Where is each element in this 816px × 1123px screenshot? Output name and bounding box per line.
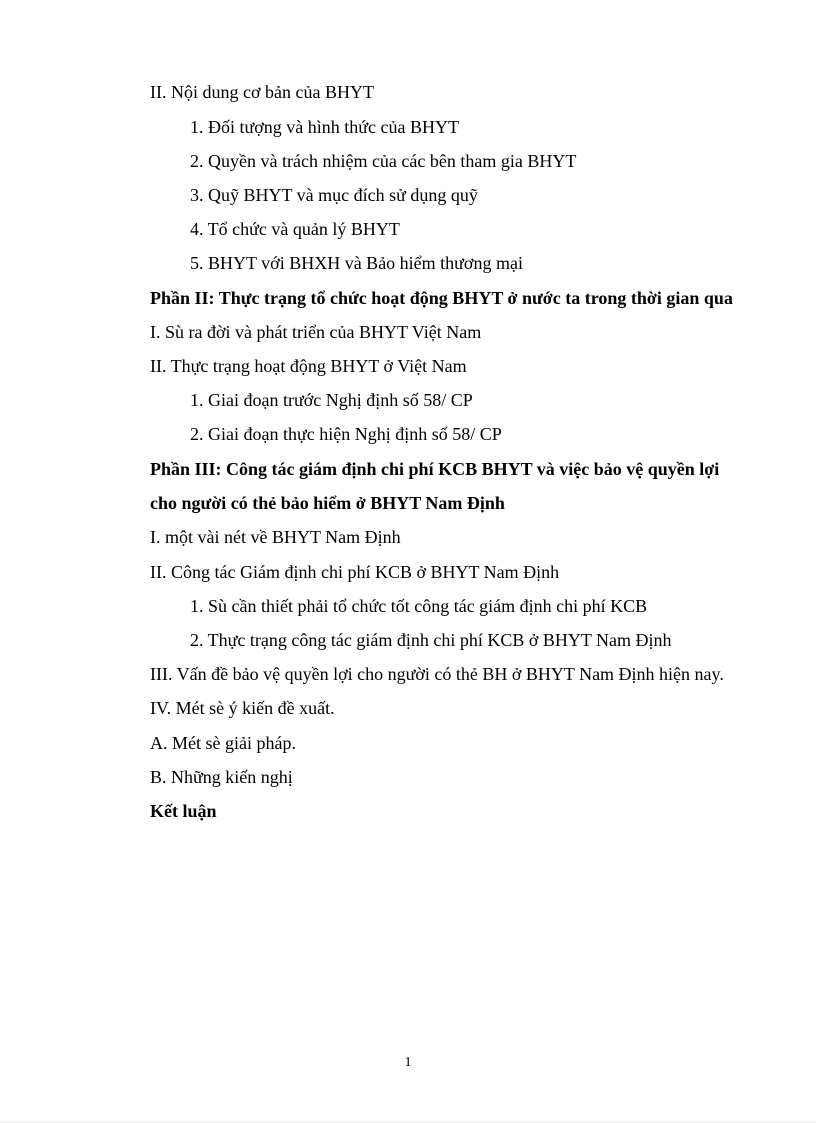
toc-part-iii-section-a: A. Mét sè giải pháp. (150, 733, 296, 753)
toc-part-ii-heading: Phần II: Thực trạng tổ chức hoạt động BHYT ở nước ta trong thời gian qua (150, 288, 733, 308)
toc-part-ii-section-i: I. Sù ra đời và phát triển của BHYT Việt Nam (150, 322, 482, 342)
toc-part-iii-section-iv: IV. Mét sè ý kiến đề xuất. (150, 698, 335, 718)
toc-part-iii-heading-cont: cho người có thẻ bảo hiểm ở BHYT Nam Định (150, 493, 505, 513)
toc-part-ii-item-2: 2. Giai đoạn thực hiện Nghị định số 58/ CP (190, 424, 502, 444)
page-number: 1 (404, 1055, 412, 1070)
toc-part-iii-section-iii: III. Vấn đề bảo vệ quyền lợi cho người có thẻ BH ở BHYT Nam Định hiện nay. (150, 664, 724, 684)
toc-item-1: 1. Đối tượng và hình thức của BHYT (190, 117, 459, 137)
toc-part-iii-heading: Phần III: Công tác giám định chi phí KCB BHYT và việc bảo vệ quyền lợi (150, 459, 720, 479)
toc-part-ii-item-1: 1. Giai đoạn trước Nghị định số 58/ CP (190, 390, 473, 410)
toc-section-ii: II. Nội dung cơ bản của BHYT (150, 82, 374, 102)
toc-part-iii-section-ii: II. Công tác Giám định chi phí KCB ở BHYT Nam Định (150, 562, 560, 582)
toc-part-iii-item-2: 2. Thực trạng công tác giám định chi phí KCB ở BHYT Nam Định (190, 630, 672, 650)
toc-item-4: 4. Tổ chức và quản lý BHYT (190, 219, 400, 239)
toc-part-iii-section-b: B. Những kiến nghị (150, 767, 293, 787)
toc-item-2: 2. Quyền và trách nhiệm của các bên tham gia BHYT (190, 151, 577, 171)
toc-item-3: 3. Quỹ BHYT và mục đích sử dụng quỹ (190, 185, 478, 205)
toc-part-ii-section-ii: II. Thực trạng hoạt động BHYT ở Việt Nam (150, 356, 467, 376)
toc-part-iii-item-1: 1. Sù cần thiết phải tổ chức tốt công tác giám định chi phí KCB (190, 596, 648, 616)
toc-part-iii-section-i: I. một vài nét về BHYT Nam Định (150, 527, 401, 547)
toc-item-5: 5. BHYT với BHXH và Bảo hiểm thương mại (190, 253, 523, 273)
toc-conclusion: Kết luận (150, 801, 217, 821)
